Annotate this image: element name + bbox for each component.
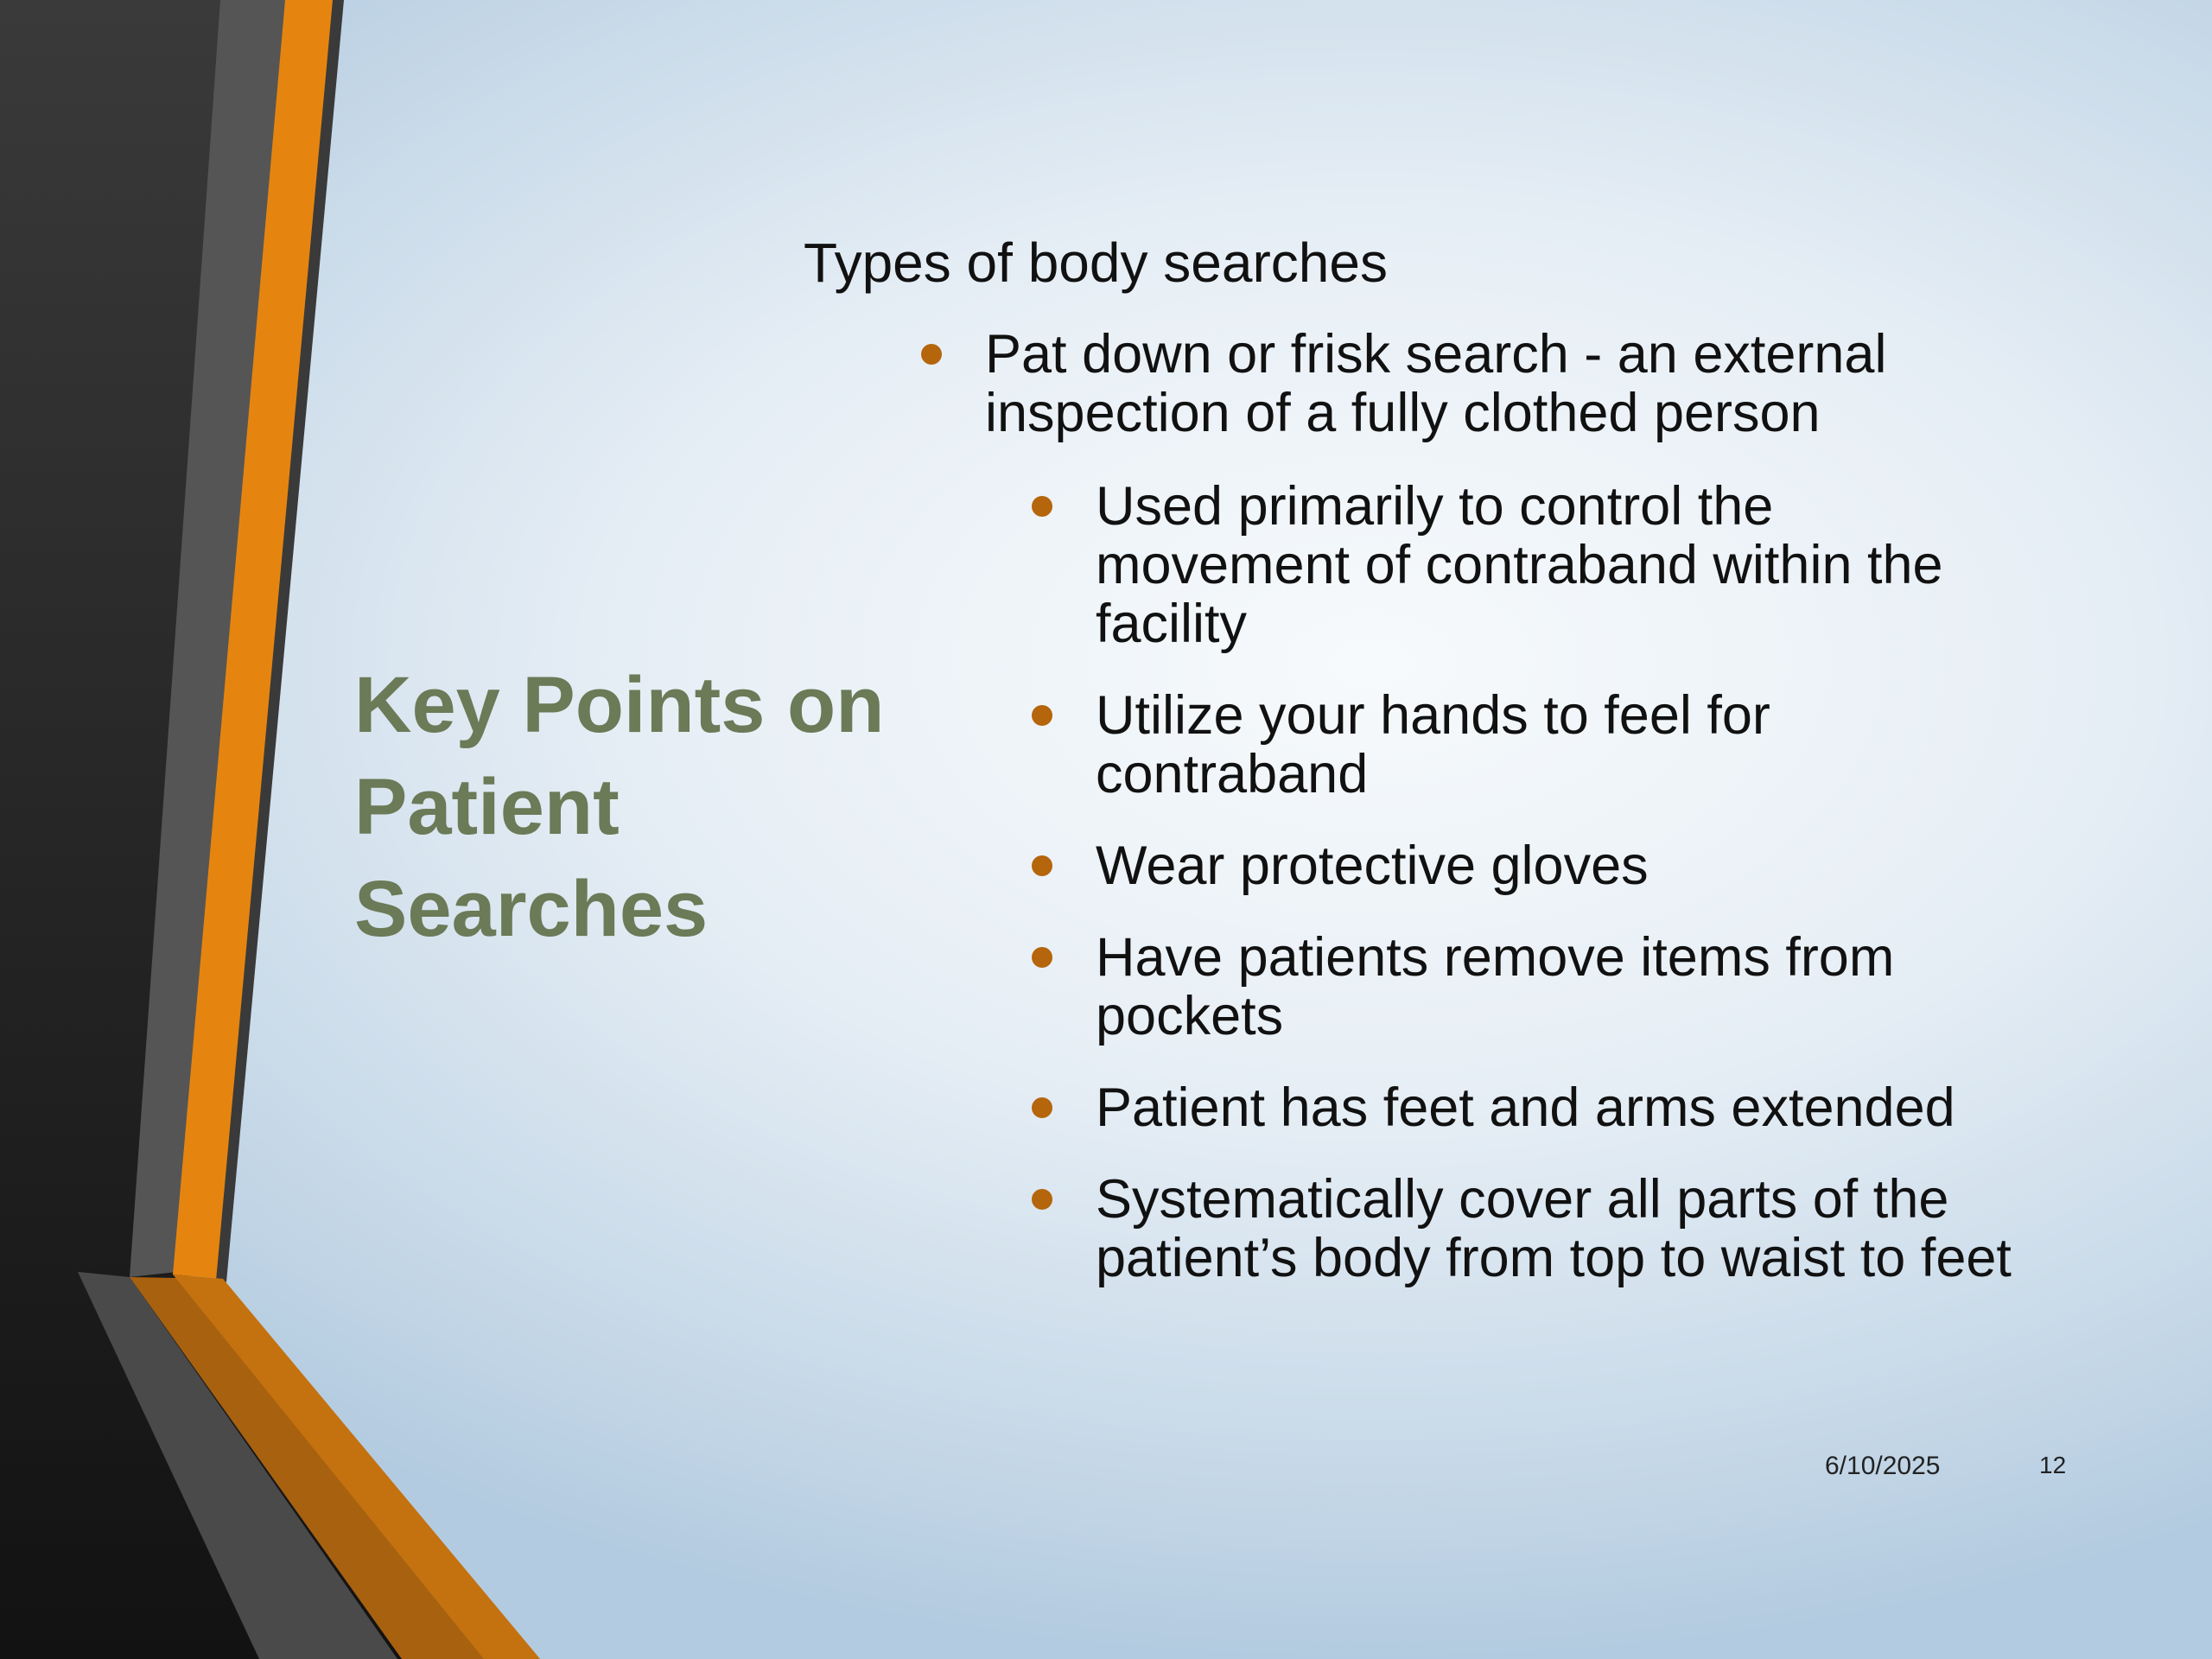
sub-bullet-text: Systematically cover all parts of the patient’s body from top to waist to feet [1096,1169,2012,1288]
slide-number: 12 [2039,1452,2067,1478]
sub-bullet-item [804,928,2039,1046]
bullet-text: Pat down or frisk search - an external inspection of a fully clothed person [985,324,1887,443]
bullet-icon [1032,947,1052,968]
sub-bullet-text: Have patients remove items from pockets [1096,927,1895,1046]
sub-bullet-text: Utilize your hands to feel for contraband [1096,685,1770,804]
content-heading: Types of body searches [804,232,1388,294]
footer-date: 6/10/2025 [1825,1452,1941,1480]
sub-bullet-item [804,686,2039,804]
content-area [804,233,2039,1320]
sub-bullet-text: Patient has feet and arms extended [1096,1077,1955,1138]
slide-title: Key Points on Patient Searches [354,661,885,953]
sub-bullet-item [804,477,2039,653]
bullet-item [804,325,2039,442]
bullet-icon [921,344,942,365]
bullet-icon [1032,855,1052,876]
bullet-icon [1032,496,1052,517]
bullet-icon [1032,705,1052,726]
sub-bullet-item [804,1078,2039,1137]
sub-bullet-item [804,1170,2039,1287]
sub-bullet-text: Used primarily to control the movement of contraband within the facility [1096,476,1943,654]
bullet-icon [1032,1097,1052,1118]
sub-bullet-text: Wear protective gloves [1096,836,1649,896]
sub-bullet-item [804,836,2039,895]
bullet-icon [1032,1189,1052,1210]
